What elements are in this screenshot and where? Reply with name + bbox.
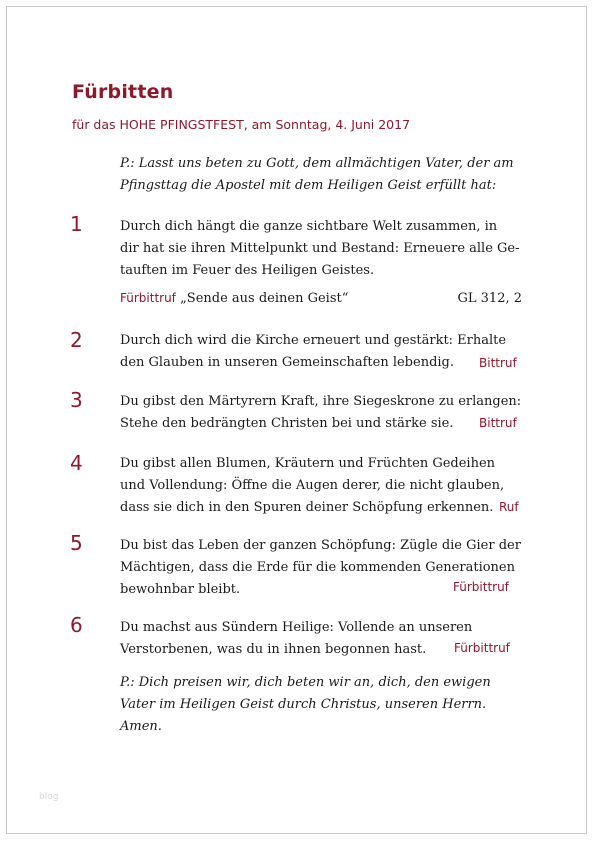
intro-prayer [120,153,530,197]
petition-line: Du gibst den Märtyrern Kraft, ihre Siegeskrone zu erlangen: [120,394,522,409]
petition-line: dir hat sie ihren Mittelpunkt und Bestand: Erneuere alle Ge- [120,241,520,256]
petition-line: Durch dich hängt die ganze sichtbare Welt zusammen, in [120,219,498,234]
closing-prayer [120,672,530,738]
fuerbittruf-label: Fürbittruf [120,291,176,305]
petition-line: Verstorbenen, was du in ihnen begonnen hast. [120,642,427,657]
intro-line: P.: Lasst uns beten zu Gott, dem allmächtigen Vater, der am [120,156,514,171]
petition-4 [120,453,532,519]
petition-line: tauften im Feuer des Heiligen Geistes. [120,263,375,278]
petition-line: Du bist das Leben der ganzen Schöpfung: Zügle die Gier der [120,538,521,553]
petition-response-5: Fürbittruf [453,580,509,594]
page-subtitle: für das HOHE PFINGSTFEST, am Sonntag, 4. Juni 2017 [72,117,411,132]
petition-response-2: Bittruf [479,356,517,370]
petition-line: Mächtigen, dass die Erde für die kommenden Generationen [120,560,515,575]
closing-line: P.: Dich preisen wir, dich beten wir an, dich, den ewigen [120,675,491,690]
petition-response-4: Ruf [499,500,519,514]
petition-number-5: 5 [70,531,83,555]
page-title: Fürbitten [72,81,174,103]
petition-line: Du gibst allen Blumen, Kräutern und Früchten Gedeihen [120,456,496,471]
petition-response-6: Fürbittruf [454,641,510,655]
petition-line: Stehe den bedrängten Christen bei und stärke sie. [120,416,454,431]
petition-line: Durch dich wird die Kirche erneuert und gestärkt: Erhalte [120,333,507,348]
petition-line: den Glauben in unseren Gemeinschaften lebendig. [120,355,455,370]
petition-number-2: 2 [70,328,83,352]
fuerbittruf-song: „Sende aus deinen Geist“ [180,291,349,306]
petition-number-1: 1 [70,212,83,236]
fuerbittruf-row [120,291,532,306]
petition-line: und Vollendung: Öffne die Augen derer, die nicht glauben, [120,478,505,493]
petition-response-3: Bittruf [479,416,517,430]
petition-1 [120,216,532,282]
intro-line: Pfingsttag die Apostel mit dem Heiligen Geist erfüllt hat: [120,178,497,193]
watermark: blog [39,792,59,802]
petition-2 [120,330,532,374]
closing-line: Vater im Heiligen Geist durch Christus, unseren Herrn. [120,697,487,712]
closing-line: Amen. [120,719,162,734]
petition-number-4: 4 [70,451,83,475]
petition-line: dass sie dich in den Spuren deiner Schöpfung erkennen. [120,500,494,515]
petition-number-3: 3 [70,388,83,412]
petition-line: Du machst aus Sündern Heilige: Vollende an unseren [120,620,473,635]
petition-3 [120,391,532,435]
petition-line: bewohnbar bleibt. [120,582,241,597]
petition-number-6: 6 [70,613,83,637]
song-reference: GL 312, 2 [457,291,522,306]
